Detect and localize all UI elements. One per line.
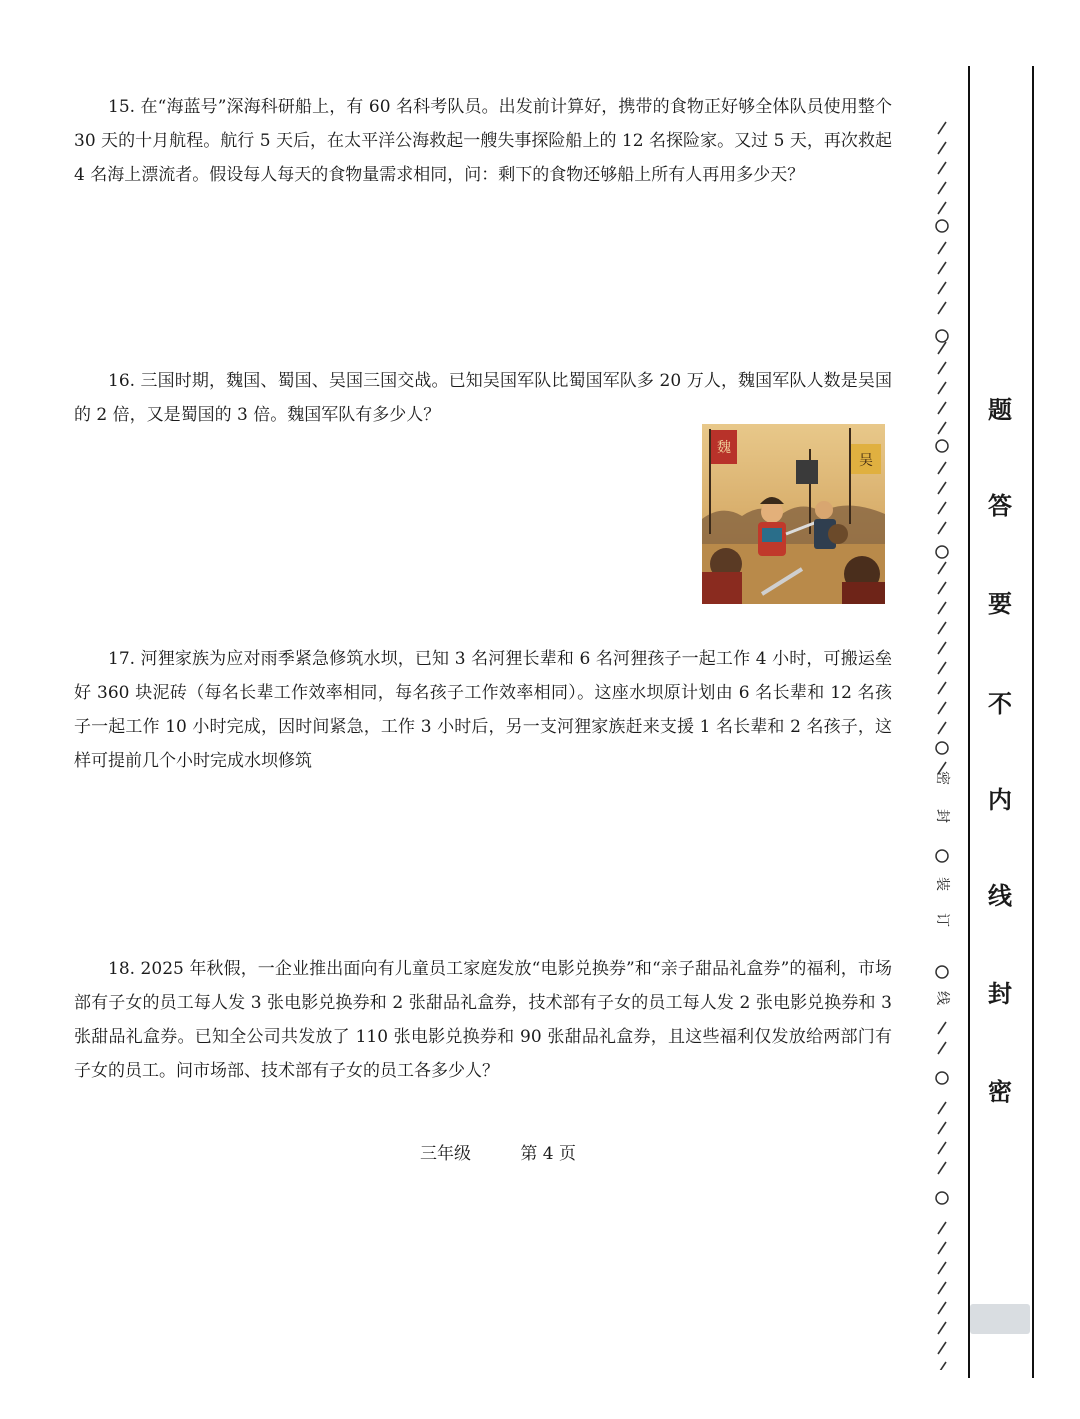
seal-word-1: 题 (988, 396, 1012, 424)
footer-grade: 三年级 (420, 1144, 471, 1164)
page-footer (420, 1139, 576, 1164)
problem-16 (74, 364, 892, 432)
problem-15-text: 15. 在“海蓝号”深海科研船上，有 60 名科考队员。出发前计算好，携带的食物正好够全体队员使用整个 30 天的十月航程。航行 5 天后，在太平洋公海救起一艘失事探险船上的 12 名探险家。又过 5 天，再次救起 4 名海上漂流者。假设每人每天的食物量需求相同，问：剩下的食物还够船上所有人再用多少天？ (74, 97, 892, 185)
margin-label-zhuang: 装 (934, 877, 950, 891)
margin-border-inner (968, 66, 970, 1378)
seal-word-4: 不 (988, 690, 1012, 718)
problem-16-text: 16. 三国时期，魏国、蜀国、吴国三国交战。已知吴国军队比蜀国军队多 20 万人，魏国军队人数是吴国的 2 倍，又是蜀国的 3 倍。魏国军队有多少人？ (74, 371, 892, 425)
three-kingdoms-battle-illustration (702, 424, 885, 604)
binding-cut-line (926, 120, 958, 1370)
flag-right-label: 吴 (859, 453, 873, 469)
problem-18 (74, 952, 892, 1088)
problem-18-text: 18. 2025 年秋假，一企业推出面向有儿童员工家庭发放“电影兑换券”和“亲子甜品礼盒券”的福利，市场部有子女的员工每人发 3 张电影兑换券和 2 张甜品礼盒券，技术部有子女的员工每人发 2 张电影兑换券和 3 张甜品礼盒券。已知全公司共发放了 110 张电影兑换券和 90 张甜品礼盒券，且这些福利仅发放给两部门有子女的员工。问市场部、技术部有子女的员工各多少人？ (74, 959, 892, 1081)
margin-border-outer (1032, 66, 1034, 1378)
problem-15 (74, 90, 892, 192)
margin-label-mi: 密 (934, 771, 950, 785)
flag-left-label: 魏 (717, 440, 731, 456)
seal-word-8: 密 (988, 1078, 1012, 1106)
watermark-stamp (970, 1304, 1030, 1334)
margin-label-ding: 订 (934, 913, 950, 927)
seal-word-2: 答 (988, 492, 1012, 520)
footer-page-number: 第 4 页 (520, 1144, 577, 1164)
margin-label-feng: 封 (934, 809, 950, 823)
margin-label-xian: 线 (934, 991, 950, 1005)
seal-word-7: 封 (988, 980, 1012, 1008)
seal-word-5: 内 (988, 786, 1012, 814)
problem-17 (74, 642, 892, 778)
seal-word-6: 线 (988, 882, 1012, 910)
seal-word-3: 要 (988, 590, 1012, 618)
problem-17-text: 17. 河狸家族为应对雨季紧急修筑水坝，已知 3 名河狸长辈和 6 名河狸孩子一起工作 4 小时，可搬运垒好 360 块泥砖（每名长辈工作效率相同，每名孩子工作效率相同）。这座水坝原计划由 6 名长辈和 12 名孩子一起工作 10 小时完成，因时间紧急，工作 3 小时后，另一支河狸家族赶来支援 1 名长辈和 2 名孩子，这样可提前几个小时完成水坝修筑 (74, 649, 892, 771)
